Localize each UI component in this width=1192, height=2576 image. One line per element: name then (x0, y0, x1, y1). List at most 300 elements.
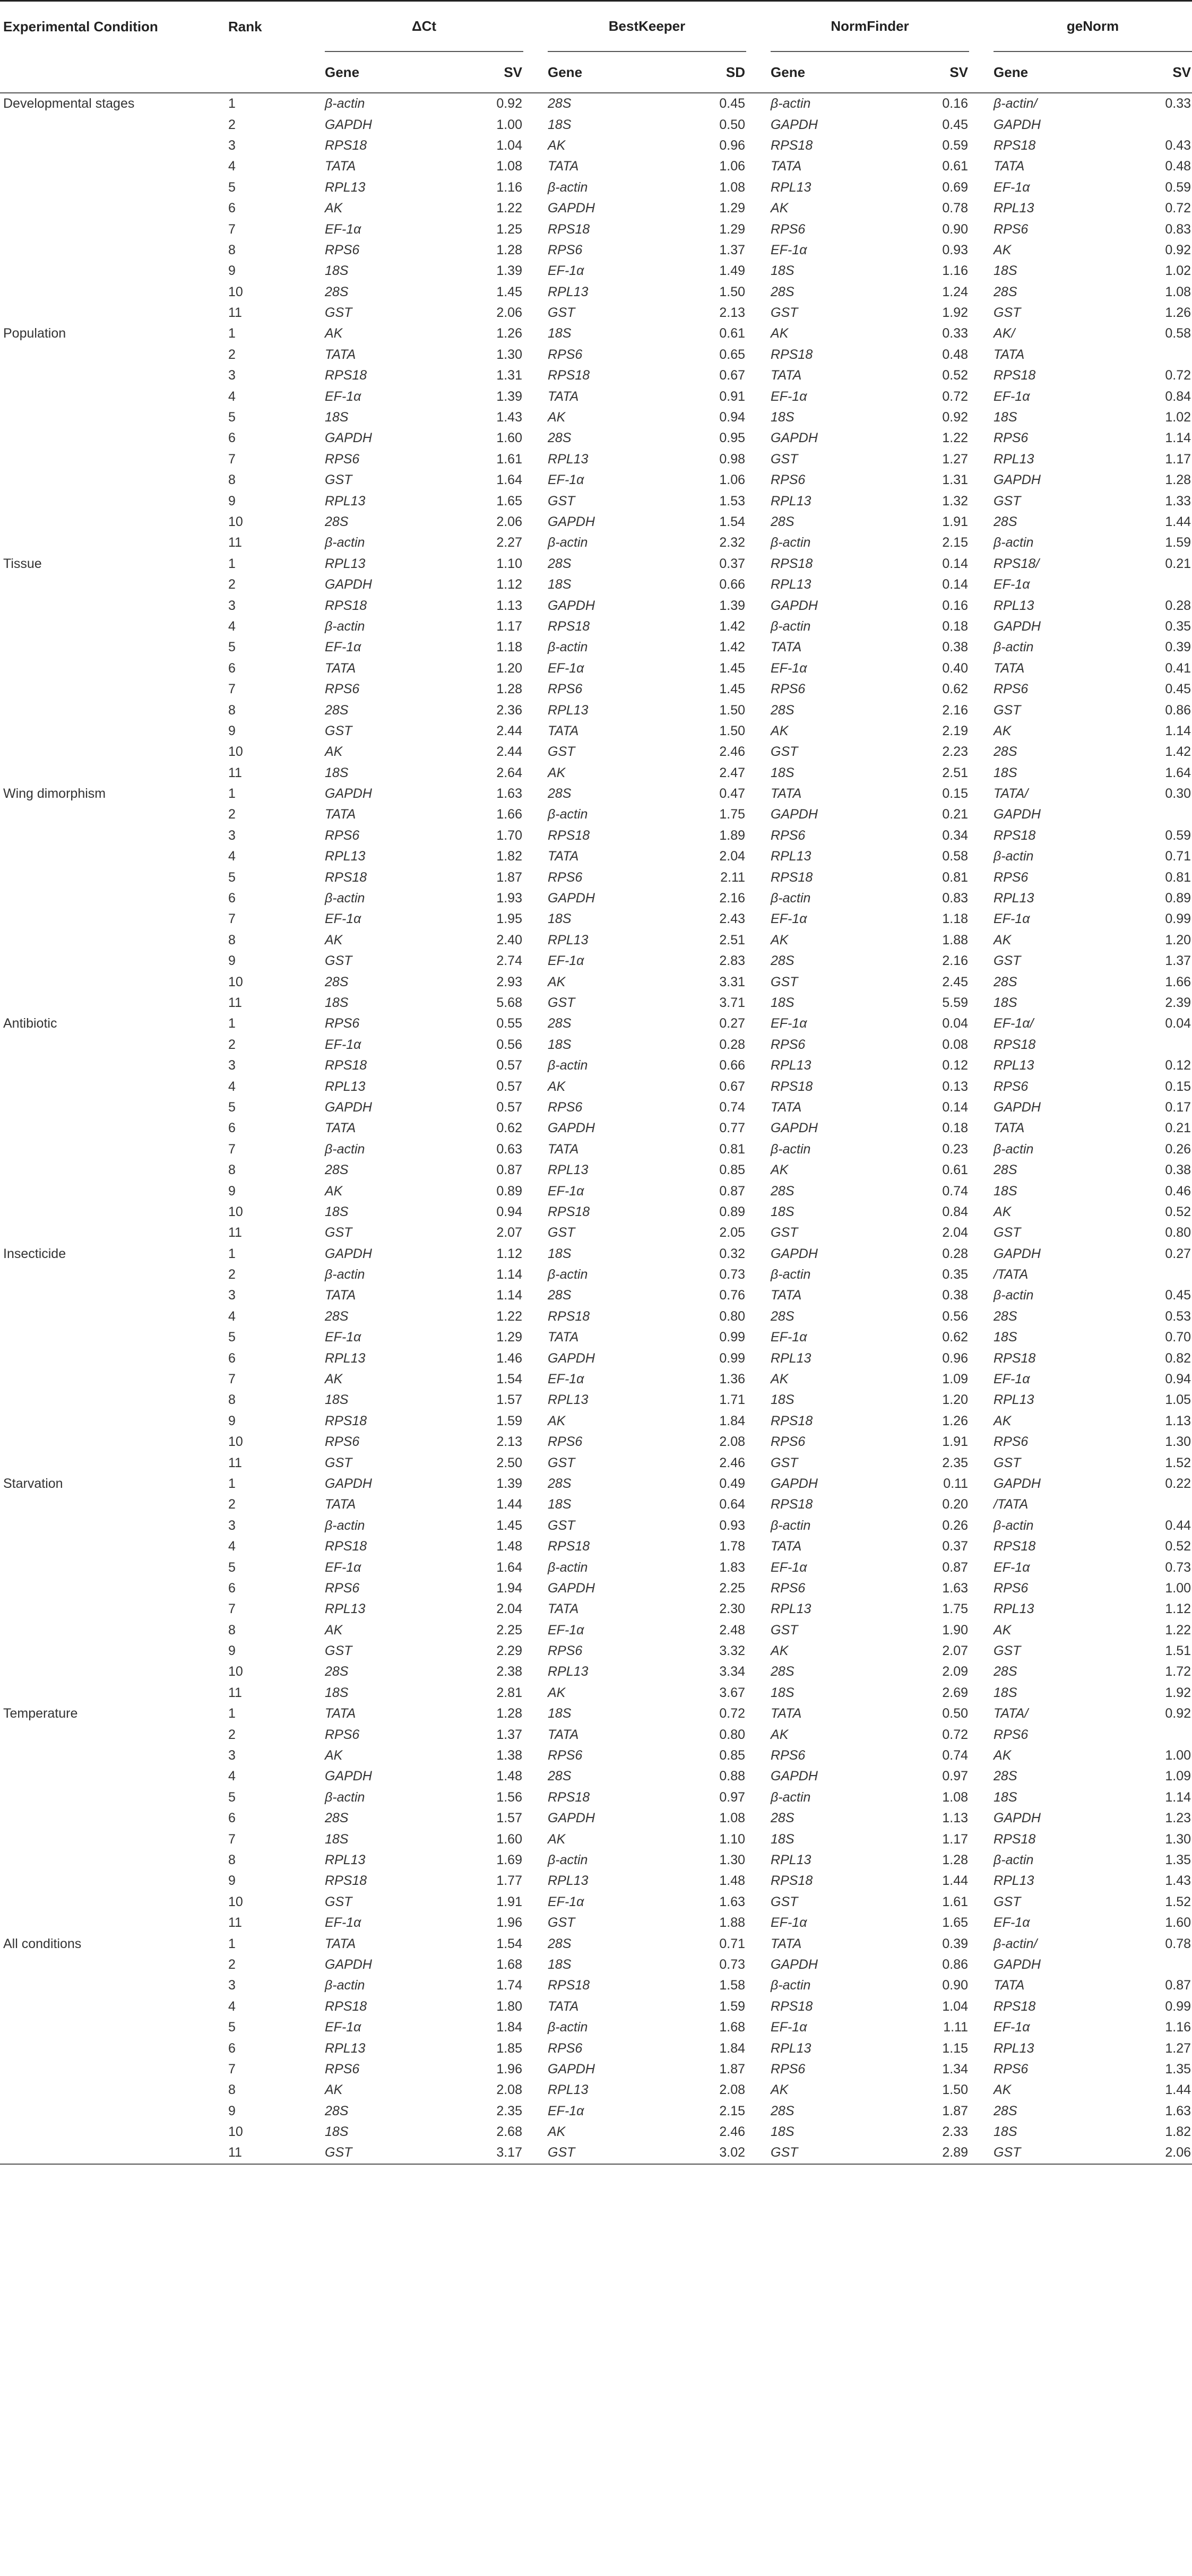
rank-cell: 4 (228, 1308, 236, 1324)
gene-cell-delta-ct: 28S (325, 702, 349, 718)
rank-cell: 6 (228, 660, 236, 676)
gene-cell-genorm: 18S (994, 1789, 1017, 1805)
value-cell-delta-ct: 1.28 (496, 682, 522, 697)
value-cell-delta-ct: 1.59 (496, 1413, 522, 1428)
condition-cell-empty (0, 1975, 228, 1996)
value-cell-delta-ct: 1.60 (496, 1831, 522, 1847)
value-cell-bestkeeper: 0.73 (719, 1267, 746, 1282)
gene-cell-normfinder: RPL13 (771, 493, 811, 509)
column-gap (746, 2142, 771, 2164)
column-gap (969, 1139, 994, 1160)
gene-cell-genorm: RPL13 (994, 201, 1034, 216)
rank-cell: 10 (228, 2124, 243, 2140)
column-gap (969, 2101, 994, 2122)
condition-cell-empty (0, 888, 228, 909)
column-gap (969, 428, 994, 449)
value-cell-delta-ct: 1.64 (496, 472, 522, 488)
value-subheader: SV (1125, 51, 1192, 93)
value-cell-normfinder: 0.33 (942, 326, 969, 341)
table-row (0, 470, 1192, 490)
table-row (0, 1432, 1192, 1452)
column-gap (746, 1222, 771, 1243)
value-cell-delta-ct: 0.92 (496, 96, 522, 111)
column-gap (523, 574, 548, 595)
column-gap (969, 1683, 994, 1703)
condition-cell-empty (0, 1892, 228, 1912)
value-cell-delta-ct: 1.74 (496, 1978, 522, 1993)
value-cell-bestkeeper: 0.67 (719, 1079, 746, 1094)
value-cell-normfinder: 0.26 (942, 1518, 969, 1533)
column-gap (523, 177, 548, 198)
column-gap (523, 1160, 548, 1181)
condition-cell-empty (0, 1745, 228, 1766)
gene-cell-normfinder: β-actin (771, 1789, 811, 1805)
gene-cell-genorm: RPL13 (994, 1392, 1034, 1408)
value-cell-delta-ct: 2.93 (496, 974, 522, 989)
table-row (0, 1557, 1192, 1578)
gene-cell-bestkeeper: TATA (548, 1141, 579, 1157)
gene-cell-bestkeeper: RPS6 (548, 1748, 583, 1763)
column-gap (746, 386, 771, 407)
gene-cell-bestkeeper: RPL13 (548, 1392, 589, 1408)
gene-cell-delta-ct: RPS18 (325, 869, 367, 885)
gene-cell-genorm: GST (994, 1455, 1021, 1470)
rank-cell: 5 (228, 1099, 236, 1115)
gene-cell-normfinder: 28S (771, 1308, 794, 1324)
column-gap (969, 1181, 994, 1201)
gene-cell-genorm: 28S (994, 1664, 1017, 1679)
value-cell-delta-ct: 1.45 (496, 284, 522, 299)
gene-cell-delta-ct: GAPDH (325, 786, 372, 802)
gene-cell-delta-ct: 18S (325, 263, 349, 279)
gene-cell-genorm: RPS18/ (994, 556, 1040, 571)
value-cell-bestkeeper: 0.50 (719, 117, 746, 132)
gene-cell-delta-ct: 28S (325, 974, 349, 989)
value-cell-normfinder: 0.16 (942, 96, 969, 111)
table-row (0, 2080, 1192, 2100)
column-gap (746, 679, 771, 700)
value-cell-normfinder: 0.16 (942, 598, 969, 613)
value-cell-delta-ct: 1.22 (496, 201, 522, 216)
value-cell-bestkeeper: 2.51 (719, 932, 746, 947)
column-gap (523, 2059, 548, 2080)
value-cell-normfinder: 0.90 (942, 1978, 969, 1993)
value-cell-genorm (1125, 804, 1192, 825)
gene-cell-delta-ct: AK (325, 1622, 343, 1638)
gene-cell-genorm: β-actin (994, 535, 1034, 550)
table-row (0, 700, 1192, 720)
column-gap (523, 742, 548, 762)
condition-label: Population (3, 326, 66, 341)
value-cell-bestkeeper: 1.06 (719, 472, 746, 488)
gene-cell-delta-ct: TATA (325, 159, 356, 174)
condition-header: Experimental Condition (0, 1, 228, 52)
value-cell-normfinder: 1.11 (943, 2020, 969, 2035)
column-gap (969, 449, 994, 470)
column-gap (746, 1369, 771, 1390)
table-row (0, 1118, 1192, 1139)
gene-cell-delta-ct: RPL13 (325, 2040, 366, 2056)
gene-cell-delta-ct: β-actin (325, 1789, 365, 1805)
gene-cell-normfinder: RPS18 (771, 1998, 813, 2014)
value-cell-normfinder: 0.35 (942, 1267, 969, 1282)
rank-cell: 3 (228, 137, 236, 153)
value-cell-normfinder: 1.32 (942, 493, 969, 509)
value-cell-genorm: 0.46 (1165, 1183, 1191, 1199)
gene-cell-genorm: β-actin/ (994, 96, 1038, 111)
value-cell-delta-ct: 1.39 (496, 389, 522, 404)
value-cell-delta-ct: 1.04 (496, 137, 522, 153)
value-cell-delta-ct: 1.54 (496, 1936, 522, 1951)
rank-cell: 7 (228, 221, 236, 237)
condition-cell-empty (0, 616, 228, 637)
table-row (0, 783, 1192, 804)
value-cell-delta-ct: 0.57 (496, 1058, 522, 1073)
value-cell-genorm: 1.23 (1165, 1811, 1191, 1826)
gene-cell-delta-ct: RPS18 (325, 1539, 367, 1554)
gene-cell-bestkeeper: GAPDH (548, 891, 595, 906)
column-gap (969, 1076, 994, 1097)
rank-cell: 1 (228, 96, 236, 111)
table-row (0, 1996, 1192, 2017)
value-cell-bestkeeper: 1.84 (719, 2040, 746, 2056)
column-gap (969, 1306, 994, 1327)
value-cell-normfinder: 0.96 (942, 1350, 969, 1366)
value-cell-delta-ct: 3.17 (456, 2142, 523, 2164)
column-gap (969, 1013, 994, 1034)
value-cell-delta-ct: 0.63 (496, 1141, 522, 1157)
gene-cell-genorm: 18S (994, 765, 1017, 780)
table-row (0, 1892, 1192, 1912)
column-gap (523, 407, 548, 428)
value-cell-delta-ct: 1.46 (496, 1350, 522, 1366)
gene-cell-genorm: β-actin (994, 640, 1034, 655)
column-gap (746, 219, 771, 239)
gene-cell-genorm: GAPDH (994, 1811, 1041, 1826)
column-gap (746, 1390, 771, 1410)
column-gap (746, 1432, 771, 1452)
value-cell-genorm: 1.35 (1165, 2061, 1191, 2077)
gene-cell-bestkeeper: RPL13 (548, 932, 589, 947)
value-cell-delta-ct: 1.84 (496, 2020, 522, 2035)
condition-label: Tissue (3, 556, 42, 571)
rank-cell: 2 (228, 1497, 236, 1512)
column-gap (523, 114, 548, 135)
table-row (0, 930, 1192, 951)
gene-cell-genorm: AK (994, 1748, 1012, 1763)
condition-cell-empty (0, 909, 228, 929)
condition-cell-empty (0, 177, 228, 198)
column-gap (523, 1787, 548, 1808)
gene-cell-normfinder: 28S (771, 702, 794, 718)
gene-cell-bestkeeper: GST (548, 744, 575, 760)
value-cell-normfinder: 0.61 (942, 1162, 969, 1178)
table-row (0, 1933, 1192, 1954)
condition-cell-empty (0, 1327, 228, 1348)
gene-cell-bestkeeper: GAPDH (548, 2061, 595, 2077)
gene-cell-bestkeeper: EF-1α (548, 1894, 584, 1909)
value-cell-normfinder: 0.34 (942, 828, 969, 843)
column-gap (523, 679, 548, 700)
value-cell-bestkeeper: 1.42 (719, 640, 746, 655)
gene-cell-genorm: RPL13 (994, 1601, 1034, 1617)
gene-subheader: Gene (548, 51, 679, 93)
condition-cell-empty (0, 1871, 228, 1891)
gene-cell-normfinder: AK (771, 932, 789, 947)
value-cell-bestkeeper: 1.75 (719, 807, 746, 822)
gene-cell-normfinder: RPS6 (771, 1434, 806, 1450)
gene-cell-bestkeeper: AK (548, 974, 566, 989)
value-cell-normfinder: 2.45 (942, 974, 969, 989)
gene-cell-delta-ct: GAPDH (325, 430, 372, 446)
column-gap (523, 1139, 548, 1160)
value-cell-genorm: 0.81 (1165, 869, 1191, 885)
gene-cell-bestkeeper: 28S (548, 786, 572, 802)
gene-cell-genorm: GST (994, 2142, 1125, 2164)
gene-cell-genorm: AK (994, 2082, 1012, 2098)
value-cell-delta-ct: 1.12 (496, 1246, 522, 1261)
column-gap (746, 1808, 771, 1829)
value-cell-delta-ct: 0.62 (496, 1121, 522, 1136)
column-gap (746, 365, 771, 386)
gene-cell-genorm: 18S (994, 995, 1017, 1010)
condition-cell-empty (0, 637, 228, 658)
gene-cell-bestkeeper: AK (548, 1413, 566, 1428)
gene-cell-genorm: GAPDH (994, 1957, 1041, 1972)
table-row (0, 532, 1192, 553)
column-gap (969, 1243, 994, 1264)
gene-cell-delta-ct: RPS6 (325, 682, 360, 697)
value-cell-normfinder: 0.20 (942, 1497, 969, 1512)
rank-cell: 6 (228, 430, 236, 446)
column-gap (969, 198, 994, 219)
table-row (0, 1390, 1192, 1410)
value-cell-genorm: 1.37 (1165, 953, 1191, 969)
value-subheader: SV (902, 51, 969, 93)
gene-cell-bestkeeper: 18S (548, 326, 572, 341)
column-gap (746, 1954, 771, 1975)
gene-cell-genorm: GAPDH (994, 618, 1041, 634)
gene-cell-delta-ct: RPS6 (325, 828, 360, 843)
column-gap (746, 783, 771, 804)
column-gap (969, 721, 994, 742)
value-cell-bestkeeper: 2.08 (719, 2082, 746, 2098)
value-cell-normfinder: 2.51 (942, 765, 969, 780)
gene-cell-delta-ct: 18S (325, 1204, 349, 1219)
gene-cell-delta-ct: GAPDH (325, 1476, 372, 1491)
value-cell-delta-ct: 1.13 (496, 598, 522, 613)
column-gap (969, 595, 994, 616)
method-header-bestkeeper: BestKeeper (548, 1, 746, 52)
column-gap (969, 783, 994, 804)
column-gap (746, 323, 771, 344)
gene-cell-bestkeeper: RPS18 (548, 828, 590, 843)
value-cell-normfinder: 0.08 (942, 1037, 969, 1052)
gene-cell-delta-ct: GST (325, 1643, 352, 1659)
rank-cell: 9 (228, 1183, 236, 1199)
gene-cell-delta-ct: EF-1α (325, 1560, 361, 1575)
condition-cell-empty (0, 2122, 228, 2142)
value-cell-genorm: 1.14 (1165, 430, 1191, 446)
gene-cell-bestkeeper: 18S (548, 1957, 572, 1972)
value-cell-normfinder: 0.04 (942, 1016, 969, 1031)
gene-cell-genorm: GST (994, 1894, 1021, 1909)
gene-cell-normfinder: GAPDH (771, 1769, 818, 1784)
condition-cell-empty (0, 1202, 228, 1222)
rank-cell: 5 (228, 1789, 236, 1805)
column-gap (523, 1599, 548, 1619)
column-gap (969, 971, 994, 992)
value-cell-delta-ct: 1.93 (496, 891, 522, 906)
value-cell-normfinder: 0.52 (942, 368, 969, 383)
condition-cell-empty (0, 1118, 228, 1139)
table-row (0, 1411, 1192, 1432)
column-gap (969, 909, 994, 929)
gene-cell-genorm: GAPDH (994, 1476, 1041, 1491)
table-row (0, 2122, 1192, 2142)
condition-cell-empty (0, 1390, 228, 1410)
gene-cell-normfinder: 28S (771, 514, 794, 529)
gene-cell-normfinder: EF-1α (771, 2020, 807, 2035)
condition-cell-empty (0, 993, 228, 1013)
rank-cell: 9 (228, 723, 236, 738)
column-gap (523, 1035, 548, 1055)
value-cell-delta-ct: 1.28 (496, 242, 522, 257)
column-gap (523, 1432, 548, 1452)
value-cell-bestkeeper: 1.39 (719, 598, 746, 613)
gene-cell-delta-ct: RPS6 (325, 1434, 360, 1450)
value-cell-normfinder: 0.72 (942, 389, 969, 404)
gene-cell-delta-ct: EF-1α (325, 911, 361, 927)
value-cell-delta-ct: 1.17 (496, 618, 522, 634)
table-row (0, 344, 1192, 365)
gene-cell-normfinder: 18S (771, 1392, 794, 1408)
column-gap (969, 1432, 994, 1452)
gene-cell-normfinder: GST (771, 1622, 798, 1638)
gene-cell-normfinder: EF-1α (771, 1915, 807, 1931)
gene-cell-genorm: β-actin (994, 1288, 1034, 1303)
value-cell-genorm: 0.15 (1165, 1079, 1191, 1094)
value-cell-normfinder: 0.58 (942, 849, 969, 864)
value-cell-bestkeeper: 0.71 (719, 1936, 746, 1951)
gene-cell-delta-ct: RPS18 (325, 368, 367, 383)
gene-cell-normfinder: TATA (771, 1539, 802, 1554)
gene-cell-normfinder: RPS6 (771, 221, 806, 237)
gene-cell-genorm: β-actin (994, 1518, 1034, 1533)
column-gap (523, 2142, 548, 2164)
gene-cell-bestkeeper: β-actin (548, 1267, 588, 1282)
value-cell-delta-ct: 0.56 (496, 1037, 522, 1052)
gene-cell-genorm: GST (994, 305, 1021, 321)
column-gap (969, 365, 994, 386)
gene-cell-genorm: 28S (994, 514, 1017, 529)
column-gap (523, 1411, 548, 1432)
column-gap (523, 1933, 548, 1954)
value-cell-bestkeeper: 2.46 (719, 2124, 746, 2140)
value-cell-normfinder: 2.35 (942, 1455, 969, 1470)
table-row (0, 407, 1192, 428)
condition-cell-empty (0, 219, 228, 239)
gene-cell-genorm: 28S (994, 1769, 1017, 1784)
gene-cell-bestkeeper: RPS18 (548, 1308, 590, 1324)
gene-cell-genorm: RPS18 (994, 137, 1036, 153)
table-row (0, 2101, 1192, 2122)
column-gap (746, 825, 771, 846)
gene-cell-genorm: RPS6 (994, 2061, 1029, 2077)
gene-cell-normfinder: RPS6 (771, 828, 806, 843)
column-gap (523, 867, 548, 888)
table-row (0, 1578, 1192, 1599)
value-cell-genorm: 0.52 (1165, 1204, 1191, 1219)
rank-cell: 6 (228, 891, 236, 906)
column-gap (746, 1474, 771, 1494)
value-cell-delta-ct: 1.44 (496, 1497, 522, 1512)
value-cell-normfinder: 0.21 (942, 807, 969, 822)
gene-cell-delta-ct: AK (325, 1748, 343, 1763)
gene-cell-bestkeeper: RPL13 (548, 1162, 589, 1178)
value-cell-normfinder: 0.78 (942, 201, 969, 216)
rank-cell: 4 (228, 1998, 236, 2014)
column-gap (746, 574, 771, 595)
column-gap (746, 951, 771, 971)
value-cell-bestkeeper: 2.05 (719, 1225, 746, 1240)
column-gap (746, 1285, 771, 1306)
gene-cell-bestkeeper: 18S (548, 1246, 572, 1261)
gene-cell-delta-ct: RPL13 (325, 1853, 366, 1867)
column-gap (523, 763, 548, 783)
column-gap (746, 1013, 771, 1034)
gene-cell-delta-ct: TATA (325, 347, 356, 362)
table-row (0, 1243, 1192, 1264)
value-cell-bestkeeper: 1.58 (719, 1978, 746, 1993)
gene-cell-normfinder: AK (771, 723, 789, 738)
value-cell-genorm: 0.04 (1165, 1016, 1191, 1031)
gene-cell-normfinder: TATA (771, 1936, 802, 1951)
value-cell-genorm: 1.44 (1165, 514, 1191, 529)
column-gap (746, 1996, 771, 2017)
gene-cell-normfinder: GAPDH (771, 1246, 818, 1261)
column-gap (523, 1202, 548, 1222)
condition-cell-empty (0, 1097, 228, 1118)
rank-cell: 11 (228, 305, 242, 321)
column-gap (523, 909, 548, 929)
condition-cell-empty (0, 512, 228, 532)
column-gap (746, 658, 771, 679)
table-row (0, 971, 1192, 992)
gene-cell-bestkeeper: GAPDH (548, 1121, 595, 1136)
value-cell-delta-ct: 1.96 (496, 1915, 522, 1931)
value-cell-bestkeeper: 0.37 (719, 556, 746, 571)
column-gap (969, 1202, 994, 1222)
gene-cell-delta-ct: GAPDH (325, 1099, 372, 1115)
rank-cell: 1 (228, 1476, 236, 1491)
column-gap (969, 1892, 994, 1912)
gene-cell-normfinder: 18S (771, 263, 794, 279)
gene-cell-genorm: GAPDH (994, 1246, 1041, 1261)
value-cell-genorm: 1.12 (1165, 1601, 1191, 1617)
rank-cell: 10 (228, 1204, 243, 1219)
rank-cell: 5 (228, 410, 236, 425)
gene-cell-normfinder: 28S (771, 1811, 794, 1826)
condition-cell-empty (0, 1954, 228, 1975)
value-cell-delta-ct: 0.57 (496, 1079, 522, 1094)
value-cell-delta-ct: 1.00 (496, 117, 522, 132)
gene-cell-delta-ct: RPL13 (325, 556, 366, 571)
gene-cell-bestkeeper: β-actin (548, 807, 588, 822)
column-gap (969, 470, 994, 490)
gene-cell-normfinder: GAPDH (771, 430, 818, 446)
table-row (0, 1202, 1192, 1222)
